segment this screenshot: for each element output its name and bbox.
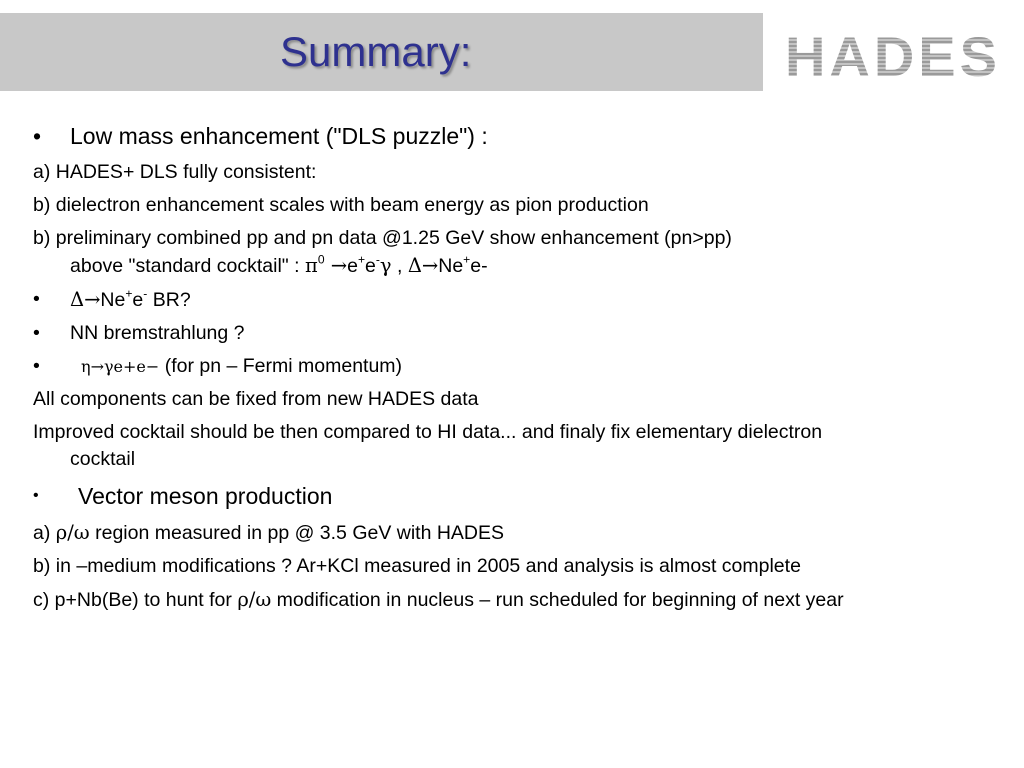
item-text: η→γe+e− (for pn – Fermi momentum) [81, 355, 403, 377]
bullet-marker: • [33, 288, 40, 310]
bullet-marker: • [33, 355, 40, 377]
list-item: c) p+Nb(Be) to hunt for ρ/ω modification in nucleus – run scheduled for beginning of next year [33, 588, 844, 611]
item-text: Low mass enhancement ("DLS puzzle") : [70, 123, 488, 149]
list-item: b) dielectron enhancement scales with beam energy as pion production [33, 194, 649, 216]
list-item [33, 353, 993, 380]
list-item [33, 320, 993, 347]
hades-logo [763, 13, 1024, 91]
list-item [33, 419, 993, 473]
item-continuation: cocktail [70, 448, 136, 470]
bullet-marker: • [33, 123, 42, 149]
list-item: b) in –medium modifications ? Ar+KCl measured in 2005 and analysis is almost complete [33, 555, 801, 577]
item-text: Δ→Ne+e- BR? [70, 286, 191, 311]
bullet-marker: • [33, 487, 39, 504]
bullet-marker: • [33, 322, 40, 344]
slide-title: Summary: [280, 28, 472, 75]
list-item [33, 119, 993, 153]
list-item [33, 225, 993, 280]
list-item: All components can be fixed from new HADES data [33, 388, 479, 410]
summary-body [33, 119, 993, 614]
logo-text: HADES [784, 25, 1002, 88]
item-text: Improved cocktail should be then compared to HI data... and finaly fix elementary dielectron [33, 421, 823, 443]
item-text: NN bremstrahlung ? [70, 322, 245, 344]
item-text: b) preliminary combined pp and pn data @1.25 GeV show enhancement (pn>pp) [33, 227, 732, 249]
list-item: a) HADES+ DLS fully consistent: [33, 161, 317, 183]
list-item [33, 286, 993, 314]
list-item [33, 479, 993, 513]
list-item: a) ρ/ω region measured in pp @ 3.5 GeV with HADES [33, 521, 505, 544]
item-continuation: above "standard cocktail" : $\pi^0 \to e^+e^-\gamma$ , Δ→Ne+e- [70, 252, 488, 277]
item-text: Vector meson production [78, 483, 333, 509]
